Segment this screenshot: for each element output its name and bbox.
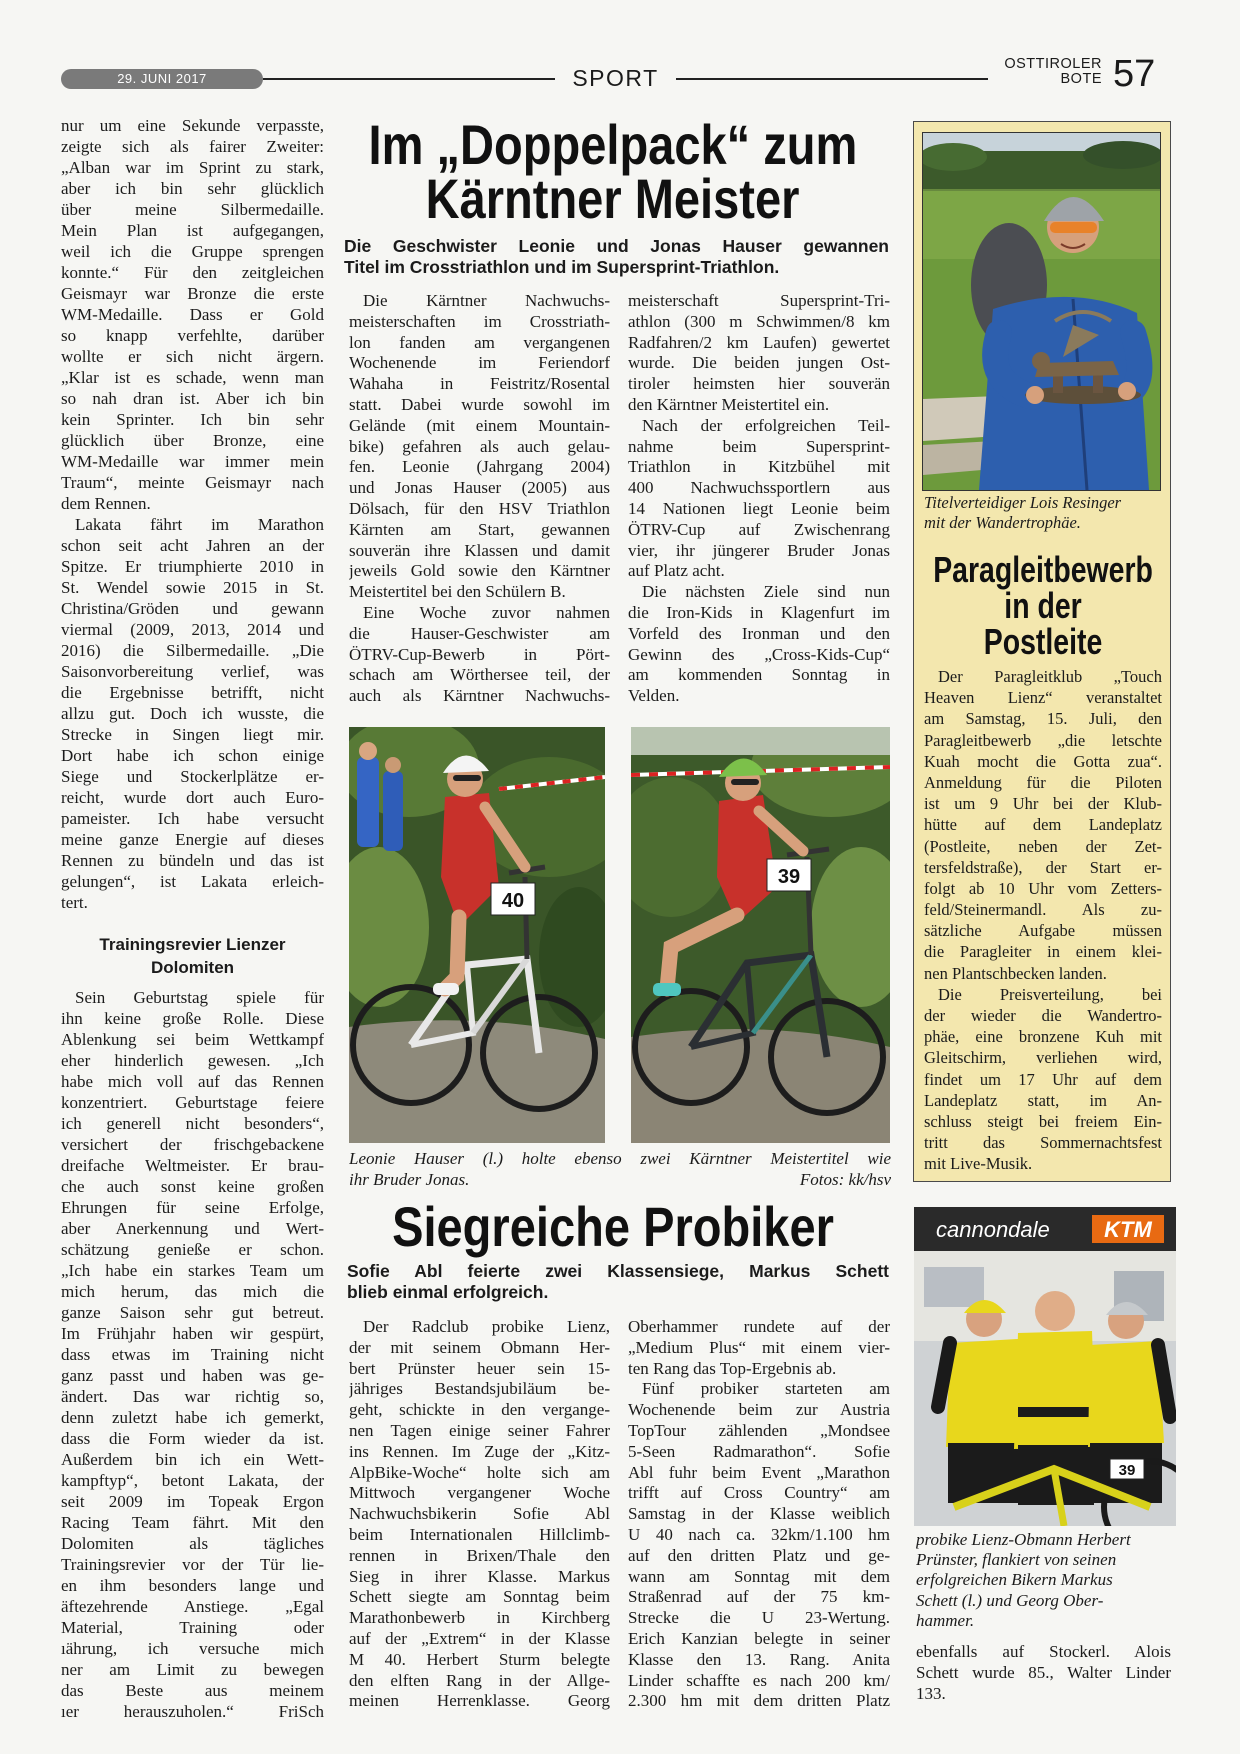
text-line: meine ganze Energie auf dieses (61, 830, 324, 849)
text-line: so knapp verfehlte, darüber (61, 326, 324, 345)
text-line: TopTour zählenden „Mondsee (628, 1420, 890, 1440)
text-line: ÖTRV-Cup-Bewerb in Pört- (349, 644, 610, 664)
text-line: 2016) die Silbermedaille. „Die (61, 641, 324, 660)
article-subheadline (347, 1261, 889, 1303)
text-line: Kärnten am Start, gewannen (349, 519, 610, 539)
text-line: auch als Kärntner Nachwuchs- (349, 686, 610, 706)
text-line: rennen in Brixen/Thale den (349, 1545, 610, 1565)
text-line: wollte er sich nicht ärgern. (61, 347, 324, 366)
text-line: reicht, wurde dort auch Euro- (61, 788, 324, 807)
text-line: Eine Woche zuvor nahmen (363, 602, 610, 622)
text-line: ganze Saison sehr gut betreut. (61, 1303, 324, 1322)
race-bib (1110, 1459, 1144, 1479)
text-line: tert. (61, 893, 88, 912)
text-line: jähriges Bestandsjubiläum be- (349, 1379, 610, 1399)
issue-date: 29. JUNI 2017 (61, 69, 263, 89)
text-line: Meistertitel bei den Schülern B. (349, 582, 566, 602)
text-line: ich generell nicht besonders“, (61, 1114, 324, 1133)
text-line: Linder schaffte es nach 200 km/ (628, 1670, 890, 1690)
text-line: gelungen“, ist Lakata erleich- (61, 872, 324, 891)
text-line: Material, Training oder (61, 1618, 324, 1637)
text-line: wann am Sonntag mit dem (628, 1566, 890, 1586)
text-line: äftezehrende Anstiege. „Egal (61, 1597, 324, 1616)
text-line: ıer herauszuholen.“ FriSch (61, 1702, 324, 1721)
text-line: Velden. (628, 686, 680, 706)
text-line: glücklich über Bronze, eine (61, 431, 324, 450)
text-line: seit 2009 im Topeak Ergon (61, 1492, 324, 1511)
newspaper-name-line: OSTTIROLER (1004, 56, 1102, 72)
text-line: aber Anerkennung und Wert- (61, 1219, 324, 1238)
cyclist-photo (349, 727, 605, 1143)
photo-leonie-hauser (349, 727, 605, 1143)
text-line: am Samstag, 15. Juli, den (924, 709, 1162, 729)
text-line: Anmeldung für die Piloten (924, 772, 1162, 792)
race-bib (491, 883, 535, 915)
text-line: pameister. Ich habe versucht (61, 809, 324, 828)
text-line: geht, schickte in den vergange- (349, 1400, 610, 1420)
text-line: Straßenrad auf der 75 km- (628, 1587, 890, 1607)
column-subheading (61, 933, 324, 979)
text-line: zeigte sich als fairer Zweiter: (61, 137, 324, 156)
text-line: Geismayr war Bronze die erste (61, 284, 324, 303)
text-line: Schett siegte am Sonntag beim (349, 1587, 610, 1607)
team-photo (914, 1207, 1176, 1526)
text-line: ten Rang das Top-Ergebnis ab. (628, 1358, 837, 1378)
text-line: den Kärntner Meistertitel ein. (628, 394, 830, 414)
text-line: ganz passt und haben was ge- (61, 1366, 324, 1385)
header-rule (263, 78, 555, 80)
text-line: habe mich voll auf das Rennen (61, 1072, 324, 1091)
text-line: auf Platz acht. (628, 561, 725, 581)
text-line: Dolomiten als tägliches (61, 1534, 324, 1553)
text-line: schach am Wörthersee teil, der (349, 665, 610, 685)
race-bib (767, 859, 811, 891)
text-line: Außerdem bin ich ein Wett- (61, 1450, 324, 1469)
text-line: Heaven Lienz“ veranstaltet (924, 688, 1162, 708)
page-number: 57 (1113, 53, 1156, 95)
text-line: Vorfeld des Ironman und den (628, 623, 890, 643)
text-line: über meine Silbermedaille. (61, 200, 324, 219)
bib-number: 39 (1118, 1462, 1136, 1479)
cyclist-photo (631, 727, 890, 1143)
article-headline (313, 113, 913, 230)
text-line: Der Radclub probike Lienz, (363, 1317, 610, 1336)
text-line: meisterschaften im Crosstriath- (349, 311, 610, 331)
text-line: versichert der frischgebackene (61, 1135, 324, 1154)
text-line: Gleitschirm, verliehen wird, (924, 1048, 1162, 1068)
subheadline-line: blieb einmal erfolgreich. (347, 1282, 549, 1302)
caption-line: mit der Wandertrophäe. (924, 513, 1081, 532)
text-line: WM-Medaille. Dass er Gold (61, 305, 324, 324)
left-article-column (61, 115, 324, 1722)
text-line: Der Paragleitklub „Touch (938, 667, 1162, 686)
text-line: che auch sonst keine großen (61, 1177, 324, 1196)
article-subheadline (344, 236, 889, 278)
text-line: Nach der erfolgreichen Teil- (642, 415, 890, 435)
subheadline-line: Titel im Crosstriathlon und im Supersprint-Triathlon. (344, 257, 780, 277)
text-line: vier, ihr jüngerer Bruder Jonas (628, 540, 890, 560)
text-line: Ehrungen für seine Erfolge, (61, 1198, 324, 1217)
header-rule (676, 78, 988, 80)
text-line: Spitze. Er triumphierte 2010 in (61, 557, 324, 576)
text-line: den elften Rang in der Allge- (349, 1670, 610, 1690)
text-line: Sieg in ihrer Klasse. Markus (349, 1566, 610, 1586)
text-line: die Ergebnisse betrifft, nicht (61, 683, 324, 702)
text-line: Racing Team fährt. Mit den (61, 1513, 324, 1532)
article-continuation (916, 1642, 1171, 1704)
text-line: Mein Plan ist aufgegangen, (61, 221, 324, 240)
text-line: Abl fuhr beim Event „Marathon (628, 1462, 890, 1482)
text-line: Strecke die U 23-Wertung. (628, 1608, 890, 1628)
text-line: Marathonbewerb in Kirchberg (349, 1608, 610, 1628)
paraglider-trophy-photo (923, 133, 1160, 490)
text-line: Klasse den 13. Rang. Anita (628, 1649, 890, 1669)
article-column (628, 1317, 890, 1712)
text-line: Paragleitbewerb „die letschte (924, 730, 1162, 750)
text-line: Erich Kanzian belegte in seiner (628, 1628, 890, 1648)
text-line: „Klar ist es schade, wenn man (61, 368, 324, 387)
subheading-line: Dolomiten (150, 958, 235, 977)
text-line: bike) gefahren als auch gelau- (349, 436, 610, 456)
text-line: tersfeldstraße), der Start er- (924, 857, 1162, 877)
text-line: Die nächsten Ziele sind nun (642, 582, 890, 602)
text-line: auf der „Extrem“ in der Klasse (349, 1628, 610, 1648)
text-line: ändert. Das war richtig so, (61, 1387, 324, 1406)
text-line: Prünster, flankiert von seinen (916, 1550, 1117, 1570)
text-line: Ablenkung sei beim Wettkampf (61, 1030, 324, 1049)
text-line: dreifache Weltmeister. Er brau- (61, 1156, 324, 1175)
photo-credit: Fotos: kk/hsv (799, 1170, 891, 1189)
text-line: ıährung, ich versuche mich (61, 1639, 324, 1658)
text-line: aber ich bin sehr glücklich (61, 179, 324, 198)
text-line: WM-Medaille war immer mein (61, 452, 324, 471)
text-line: Im Frühjahr haben wir gespürt, (61, 1324, 324, 1343)
text-line: Siege und Stockerlplätze er- (61, 767, 324, 786)
subheading-line: Trainingsrevier Lienzer (99, 935, 286, 954)
text-line: Rennen zu bündeln und das ist (61, 851, 324, 870)
text-line: tritt das Sommernachtsfest (924, 1133, 1162, 1153)
text-line: Wochenende im Feriendorf (349, 353, 610, 373)
text-line: konnte.“ Für den zeitgleichen (61, 263, 324, 282)
text-line: en ihm besonders lange und (61, 1576, 324, 1595)
text-line: denn zuletzt habe ich gemerkt, (61, 1408, 324, 1427)
text-line: ÖTRV-Cup auf Zwischenrang (628, 519, 890, 539)
text-line: sätzliche Aufgabe müssen (924, 921, 1162, 941)
caption-text: ihr Bruder Jonas. (349, 1170, 470, 1189)
text-line: lon fanden am vergangenen (349, 332, 610, 352)
text-line: mit Live-Musik. (924, 1154, 1033, 1174)
headline-line: Paragleitbewerb (933, 549, 1153, 590)
text-line: „Medium Plus“ mit einem vier- (628, 1337, 890, 1357)
headline-line: Im „Doppelpack“ zum (368, 113, 858, 176)
text-line: mich herum, das mich die (61, 1282, 324, 1301)
text-line: Saisonvorbereitung verlief, was (61, 662, 324, 681)
bib-number: 40 (501, 890, 525, 912)
text-line: Oberhammer rundete auf der (628, 1317, 890, 1336)
text-line: statt. Dabei wurde sowohl im (349, 394, 610, 414)
text-line: Gewinn des „Cross-Kids-Cup“ (628, 644, 890, 664)
text-line: am kommenden Sonntag in (628, 665, 890, 685)
text-line: ist um 9 Uhr bei der Klub- (924, 794, 1162, 814)
left-column-text (61, 115, 324, 913)
text-line: ebenfalls auf Stockerl. Alois (916, 1642, 1171, 1661)
article-column (628, 291, 890, 707)
text-line: kampftyp“, betont Lakata, der (61, 1471, 324, 1490)
newspaper-name (990, 57, 1102, 87)
text-line: (Postleite, neben der Zet- (924, 836, 1162, 856)
section-title: SPORT (572, 65, 659, 91)
text-line: allzu gut. Doch ich wusste, die (61, 704, 324, 723)
text-line: die Hauser-Geschwister am (349, 623, 610, 643)
text-line: Triathlon in Kitzbühel mit (628, 457, 890, 477)
photo-probike-team (914, 1207, 1176, 1526)
text-line: der mit seinem Obmann Her- (349, 1337, 610, 1357)
banner-brand-text: cannondale (936, 1217, 1050, 1242)
text-line: Dort habe ich schon einige (61, 746, 324, 765)
text-line: phäe, eine bronzene Kuh mit (924, 1027, 1162, 1047)
text-line: Traum“, meinte Geismayr nach (61, 473, 324, 492)
text-line: U 40 nach ca. 32km/1.100 hm (628, 1524, 890, 1544)
headline-line: Postleite (983, 621, 1103, 662)
text-line: Christina/Gröden und gewann (61, 599, 324, 618)
text-line: hammer. (916, 1610, 975, 1630)
text-line: souverän ihre Klassen und damit (349, 540, 610, 560)
text-line: 400 Nachwuchssportlern aus (628, 478, 890, 498)
text-line: wurde. Die beiden jungen Ost- (628, 353, 890, 373)
text-line: Radfahren/2 km Laufen) gewertet (628, 332, 890, 352)
text-line: 14 Nationen liegt Leonie beim (628, 498, 890, 518)
article-column (349, 291, 610, 707)
text-line: das Beste aus meinem (61, 1681, 324, 1700)
banner-logo-text: KTM (1104, 1217, 1152, 1242)
article-column (349, 1317, 610, 1712)
bib-number: 39 (777, 866, 801, 888)
newspaper-name-line: BOTE (1060, 71, 1102, 87)
text-line: schon seit acht Jahren an der (61, 536, 324, 555)
text-line: dem Rennen. (61, 494, 151, 513)
text-line: probike Lienz-Obmann Herbert (916, 1530, 1131, 1549)
caption-line: Titelverteidiger Lois Resinger (924, 493, 1122, 512)
text-line: der wieder die Wandertro- (924, 1006, 1162, 1025)
caption-line: Leonie Hauser (l.) holte ebenso zwei Kärntner Meistertitel wie (349, 1149, 891, 1168)
left-column-text (61, 987, 324, 1722)
subheadline-line: Die Geschwister Leonie und Jonas Hauser gewannen (344, 236, 889, 256)
text-line: 2.300 hm mit dem dritten Platz (628, 1691, 890, 1711)
text-line: Dölsach, für den HSV Triathlon (349, 498, 610, 518)
text-line: Sein Geburtstag spiele für (75, 988, 324, 1007)
article-headline (313, 1195, 913, 1258)
text-line: beim Internationalen Hillclimb- (349, 1524, 610, 1544)
text-line: 5-Seen Radmarathon“. Sofie (628, 1441, 890, 1461)
text-line: feld/Steinermandl. Als zu- (924, 900, 1162, 920)
text-line: Wochenende beim zur Austria (628, 1400, 890, 1420)
photo-caption (924, 493, 1162, 533)
text-line: dass etwas im Training nicht (61, 1345, 324, 1364)
photo-jonas-hauser (631, 727, 890, 1143)
text-line: und Jonas Hauser (2005) aus (349, 478, 610, 498)
text-line: Schett wurde 85., Walter Linder (916, 1662, 1171, 1682)
text-line: Gelände (mit einem Mountain- (349, 415, 610, 435)
text-line: Die Preisverteilung, bei (938, 984, 1162, 1004)
text-line: Kuah mocht die Gotta zua“. (924, 751, 1162, 771)
text-line: nahme beim Supersprint- (628, 436, 890, 456)
text-line: eher hinderlich gewesen. „Ich (61, 1051, 324, 1070)
text-line: schätzung genieße er schon. (61, 1240, 324, 1259)
sidebar-text (924, 666, 1162, 1175)
text-line: so nah dran ist. Aber ich bin (61, 389, 324, 408)
text-line: trifft auf Cross Country“ am (628, 1483, 890, 1503)
text-line: bert Prünster heuer sein 15- (349, 1358, 610, 1378)
text-line: viermal (2009, 2013, 2014 und (61, 620, 324, 639)
text-line: AlpBike-Woche“ holte sich am (349, 1462, 610, 1482)
text-line: die Paragleiter in einem klei- (924, 942, 1162, 962)
paragliding-sidebar-box (913, 121, 1171, 1182)
text-line: nen Plantschbecken landen. (924, 963, 1107, 983)
text-line: ihn keine große Rolle. Diese (61, 1009, 324, 1028)
text-line: Trainingsrevier vor der Tür lie- (61, 1555, 324, 1574)
headline-line: Kärntner Meister (426, 167, 800, 230)
headline-line: in der (1004, 585, 1082, 626)
text-line: Strecke in Singen liegt mir. (61, 725, 324, 744)
photo-lois-resinger (922, 132, 1161, 491)
text-line: athlon (300 m Schwimmen/8 km (628, 311, 890, 331)
text-line: Mittwoch vergangener Woche (349, 1483, 610, 1503)
text-line: schluss steigt bei freiem Ein- (924, 1111, 1162, 1131)
text-line: ins Rennen. Im Zuge der „Kitz- (349, 1441, 610, 1461)
text-line: findet um 17 Uhr auf dem (924, 1069, 1162, 1089)
text-line: weil ich die Gruppe sprengen (61, 242, 324, 261)
text-line: Nachwuchsbikerin Sofie Abl (349, 1504, 610, 1524)
headline-line: Siegreiche Probiker (392, 1195, 834, 1258)
text-line: dass die Form wieder da ist. (61, 1429, 324, 1448)
photo-caption (916, 1530, 1171, 1631)
text-line: die Iron-Kids in Klagenfurt im (628, 602, 890, 622)
text-line: St. Wendel sowie 2015 in St. (61, 578, 324, 597)
photo-caption (349, 1148, 891, 1190)
text-line: Lakata fährt im Marathon (75, 515, 324, 534)
text-line: Landeplatz statt, im An- (924, 1090, 1162, 1110)
text-line: erfolgreichen Bikern Markus (916, 1570, 1113, 1590)
text-line: kein Sprinter. Ich bin sehr (61, 410, 324, 429)
text-line: auf den dritten Platz und ge- (628, 1545, 890, 1565)
text-line: nur um eine Sekunde verpasste, (61, 116, 324, 135)
text-line: 133. (916, 1683, 946, 1703)
text-line: M 40. Herbert Sturm belegte (349, 1649, 610, 1669)
text-line: „Ich habe ein starkes Team um (61, 1261, 324, 1280)
text-line: meisterschaft Supersprint-Tri- (628, 291, 890, 310)
text-line: Samstag in der Klasse weiblich (628, 1504, 890, 1524)
caption-line (349, 1169, 891, 1190)
text-line: ner am Limit zu bewegen (61, 1660, 324, 1679)
text-line: folgt ab 10 Uhr vom Zetters- (924, 878, 1162, 898)
text-line: hütte auf dem Landeplatz (924, 815, 1162, 835)
text-line: Fünf probiker starteten am (642, 1379, 890, 1399)
text-line: nen Tagen einige seiner Fahrer (349, 1420, 610, 1440)
subheadline-line: Sofie Abl feierte zwei Klassensiege, Markus Schett (347, 1261, 889, 1281)
text-line: Schett (l.) und Georg Ober- (916, 1590, 1104, 1610)
text-line: konzentriert. Geburtstage feiere (61, 1093, 324, 1112)
text-line: „Alban war im Sprint zu stark, (61, 158, 324, 177)
text-line: tiroler heimsten hier souverän (628, 374, 890, 394)
text-line: Wahaha in Feistritz/Rosental (349, 374, 610, 394)
text-line: fen. Leonie (Jahrgang 2004) (349, 457, 610, 477)
text-line: jeweils Gold sowie den Kärntner (349, 561, 610, 581)
sidebar-headline (893, 549, 1193, 662)
text-line: meinen Herrenklasse. Georg (349, 1691, 610, 1711)
text-line: Die Kärntner Nachwuchs- (363, 291, 610, 310)
